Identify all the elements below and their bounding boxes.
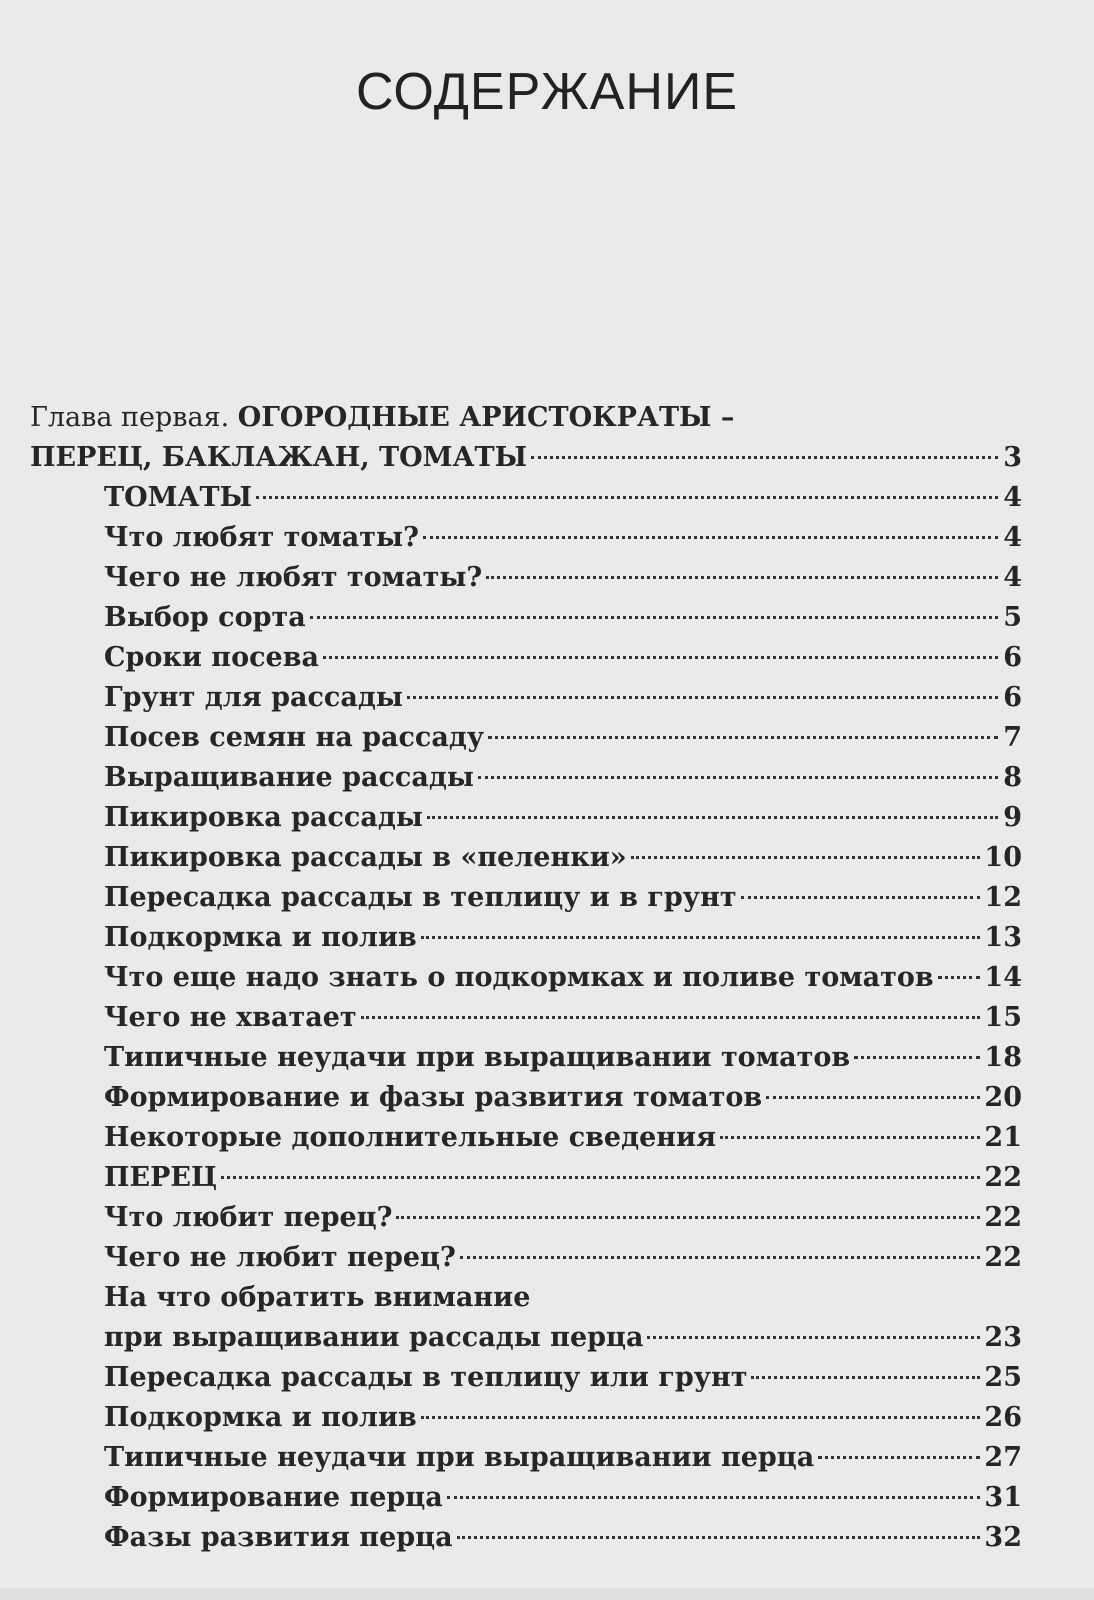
dot-leader [720,1136,980,1139]
toc-entry [30,798,1022,838]
toc-entry [30,478,1022,518]
dot-leader [741,896,981,899]
toc-entry-page-number: 9 [1003,802,1022,833]
toc-entry-page-number: 10 [984,842,1022,873]
toc-entry-page-number: 7 [1003,722,1022,753]
toc-entry-page-number: 22 [984,1242,1022,1273]
toc-entry-page-number: 25 [984,1362,1022,1393]
toc-chapter-line-2 [30,438,1022,478]
dot-leader [854,1056,980,1059]
toc-entry-page-number: 4 [1003,482,1022,513]
toc-entry-page-number: 5 [1003,602,1022,633]
dot-leader [221,1176,980,1179]
toc-entry-title: Сроки посева [104,642,319,673]
toc-entry [30,838,1022,878]
toc-entry [30,1238,1022,1278]
toc-entry [30,1038,1022,1078]
toc-entry-title: Подкормка и полив [104,1402,417,1433]
toc-entry-title: Пикировка рассады в «пеленки» [104,842,627,873]
toc-entry-page-number: 6 [1003,642,1022,673]
toc-entry [30,1078,1022,1118]
toc-entry [30,598,1022,638]
toc-entry-title: Посев семян на рассаду [104,722,485,753]
toc-entry-title: Типичные неудачи при выращивании томатов [104,1042,851,1073]
toc-entry-title: Пересадка рассады в теплицу и в грунт [104,882,737,913]
toc-entry-title: Подкормка и полив [104,922,417,953]
toc-entry-page-number: 20 [984,1082,1022,1113]
dot-leader [751,1376,980,1379]
toc-entry [30,558,1022,598]
toc-entry [30,1518,1022,1558]
dot-leader [488,736,998,739]
toc-entry [30,1118,1022,1158]
toc-entry [30,1318,1022,1358]
toc-entry-page-number: 18 [984,1042,1022,1073]
dot-leader [421,936,981,939]
dot-leader [938,976,981,979]
toc-entry-title: ПЕРЕЦ [104,1162,218,1193]
chapter-page-number: 3 [1003,442,1022,473]
toc-entry-title: ТОМАТЫ [104,482,253,513]
toc-entry [30,638,1022,678]
dot-leader [396,1216,980,1219]
toc-entry-page-number: 4 [1003,522,1022,553]
toc-entry-title: Пикировка рассады [104,802,423,833]
dot-leader [421,1416,981,1419]
toc-entry-title: Формирование перца [104,1482,443,1513]
dot-leader [361,1016,981,1019]
toc-entry-page-number: 12 [984,882,1022,913]
page-title: СОДЕРЖАНИЕ [355,63,739,121]
toc-entry [30,1438,1022,1478]
toc-entry-page-number: 26 [984,1402,1022,1433]
toc-entry-page-number: 13 [984,922,1022,953]
toc-entry [30,958,1022,998]
dot-leader [256,496,998,499]
table-of-contents [30,398,1022,1558]
toc-entry-title: Чего не любит перец? [104,1242,456,1273]
toc-entry-page-number: 22 [984,1202,1022,1233]
dot-leader [457,1536,981,1539]
toc-entry [30,998,1022,1038]
toc-entry-page-number: 31 [984,1482,1022,1513]
toc-entry-title: Грунт для рассады [104,682,403,713]
dot-leader [323,656,998,659]
dot-leader [647,1336,980,1339]
toc-entry-title: Фазы развития перца [104,1522,453,1553]
dot-leader [766,1096,980,1099]
toc-entry [30,1398,1022,1438]
toc-entry-title: Выращивание рассады [104,762,474,793]
toc-entry-title: Некоторые дополнительные сведения [104,1122,717,1153]
toc-entry-page-number: 14 [984,962,1022,993]
toc-entry-page-number: 27 [984,1442,1022,1473]
dot-leader [427,816,998,819]
dot-leader [407,696,998,699]
toc-entry [30,758,1022,798]
toc-entry [30,1198,1022,1238]
toc-entry-page-number: 22 [984,1162,1022,1193]
dot-leader [478,776,998,779]
dot-leader [310,616,998,619]
toc-entry-title: Типичные неудачи при выращивании перца [104,1442,815,1473]
toc-entry-page-number: 23 [984,1322,1022,1353]
toc-entry [30,878,1022,918]
toc-entry-title: Выбор сорта [104,602,306,633]
dot-leader [447,1496,981,1499]
toc-entry-title: Что любят томаты? [104,522,419,553]
dot-leader [631,856,981,859]
toc-entry-page-number: 21 [984,1122,1022,1153]
chapter-title-part-1: ОГОРОДНЫЕ АРИСТОКРАТЫ – [237,402,735,433]
toc-entry-title: Пересадка рассады в теплицу или грунт [104,1362,748,1393]
dot-leader [423,536,998,539]
chapter-lead: Глава первая. [30,402,238,433]
toc-chapter-line-1 [30,398,1022,438]
toc-entry-page-number: 15 [984,1002,1022,1033]
toc-entry [30,918,1022,958]
dot-leader [818,1456,980,1459]
toc-entry [30,1278,1022,1318]
toc-entry [30,718,1022,758]
dot-leader [486,576,998,579]
toc-entry-title: Что еще надо знать о подкормках и поливе томатов [104,962,934,993]
toc-entry-page-number: 8 [1003,762,1022,793]
toc-entry [30,678,1022,718]
toc-entry-title: Чего не хватает [104,1002,357,1033]
toc-entry [30,1478,1022,1518]
dot-leader [531,456,998,459]
toc-entry-title: Формирование и фазы развития томатов [104,1082,763,1113]
toc-entry [30,518,1022,558]
toc-entries [30,478,1022,1558]
toc-entry-title: Чего не любят томаты? [104,562,483,593]
chapter-title-part-2: ПЕРЕЦ, БАКЛАЖАН, ТОМАТЫ [30,442,528,473]
toc-entry-title: при выращивании рассады перца [104,1322,644,1353]
toc-entry-title: Что любит перец? [104,1202,393,1233]
toc-entry [30,1158,1022,1198]
page-bottom-edge [0,1588,1094,1600]
toc-entry-title: На что обратить внимание [104,1282,531,1313]
dot-leader [460,1256,981,1259]
toc-entry [30,1358,1022,1398]
toc-entry-page-number: 4 [1003,562,1022,593]
toc-entry-page-number: 32 [984,1522,1022,1553]
toc-entry-page-number: 6 [1003,682,1022,713]
